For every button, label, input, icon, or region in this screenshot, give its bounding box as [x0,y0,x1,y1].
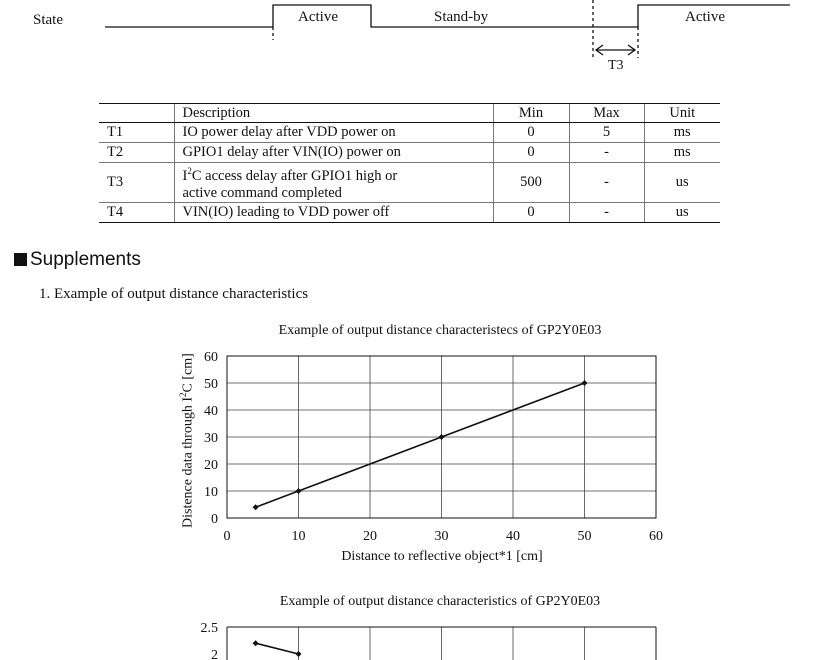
x-tick-label: 20 [363,529,377,544]
chart-1-xlabel: Distance to reflective object*1 [cm] [341,549,543,564]
square-bullet-icon [14,253,27,266]
table-cell-min: 0 [493,143,569,163]
table-row [99,202,720,222]
y-tick-label: 60 [204,350,218,365]
table-header-cell: Min [493,104,569,123]
table-header-cell: Unit [644,104,720,123]
desc-line-2: active command completed [182,184,342,201]
table-cell-min: 500 [493,163,569,203]
ylabel-suffix: C [cm] [180,353,196,393]
y-tick-label: 20 [204,458,218,473]
desc-superscript: 2 [187,166,192,176]
data-point [439,434,445,440]
y-tick-label: 10 [204,485,218,500]
table-row [99,123,720,143]
desc-line-1: C access delay after GPIO1 high or [191,167,398,184]
chart-2-title: Example of output distance characteristics of GP2Y0E03 [279,594,601,609]
table-cell-min: 0 [493,123,569,143]
table-header-row [99,104,720,123]
x-tick-label: 60 [649,529,663,544]
chart-2 [0,615,819,660]
data-point [296,651,302,657]
table-cell-unit: ms [644,123,720,143]
ylabel-prefix: Distence data through I [180,396,196,528]
data-point [253,504,259,510]
y-tick-label: 2.5 [200,621,218,636]
table-cell-id: T1 [99,123,174,143]
table-header-cell [99,104,174,123]
table-cell-max: - [569,143,644,163]
table-cell-unit: us [644,163,720,203]
list-item-1: 1. Example of output distance characteristics [39,286,309,302]
chart-1-title: Example of output distance characteristecs of GP2Y0E03 [278,323,602,338]
series-line [256,383,585,507]
table-cell-max: - [569,202,644,222]
y-tick-label: 50 [204,377,218,392]
active-label-2: Active [685,9,725,25]
x-tick-label: 30 [434,529,449,544]
table-cell-id: T2 [99,143,174,163]
table-header-cell: Description [174,104,493,123]
y-tick-label: 30 [204,431,218,446]
table-cell-max: - [569,163,644,203]
section-title: Supplements [30,249,141,270]
table-cell-unit: ms [644,143,720,163]
table-header-cell: Max [569,104,644,123]
timing-spec-table [99,103,720,223]
data-point [582,380,588,386]
desc-prefix: I [182,167,188,184]
table-cell-description: VIN(IO) leading to VDD power off [174,202,493,222]
state-label: State [33,12,63,28]
table-row [99,143,720,163]
t3-interval-label: T3 [608,58,624,73]
x-tick-label: 10 [291,529,306,544]
series-line [256,643,299,654]
table-cell-description: IO power delay after VDD power on [174,123,493,143]
table-cell-description [174,163,493,203]
table-cell-id: T3 [99,163,174,203]
x-tick-label: 50 [577,529,592,544]
table-cell-min: 0 [493,202,569,222]
y-tick-label: 0 [211,512,218,527]
ylabel-superscript: 2 [178,392,188,397]
section-heading [14,249,141,271]
active-label-1: Active [298,9,338,25]
y-tick-label: 2 [211,648,218,660]
table-cell-description: GPIO1 delay after VIN(IO) power on [174,143,493,163]
x-tick-label: 40 [506,529,520,544]
data-point [296,488,302,494]
table-cell-unit: us [644,202,720,222]
x-tick-label: 0 [223,529,231,544]
chart-1 [0,340,819,550]
data-point [253,640,259,646]
y-tick-label: 40 [204,404,218,419]
table-row [99,163,720,203]
standby-label: Stand-by [434,9,489,25]
table-cell-max: 5 [569,123,644,143]
table-cell-id: T4 [99,202,174,222]
